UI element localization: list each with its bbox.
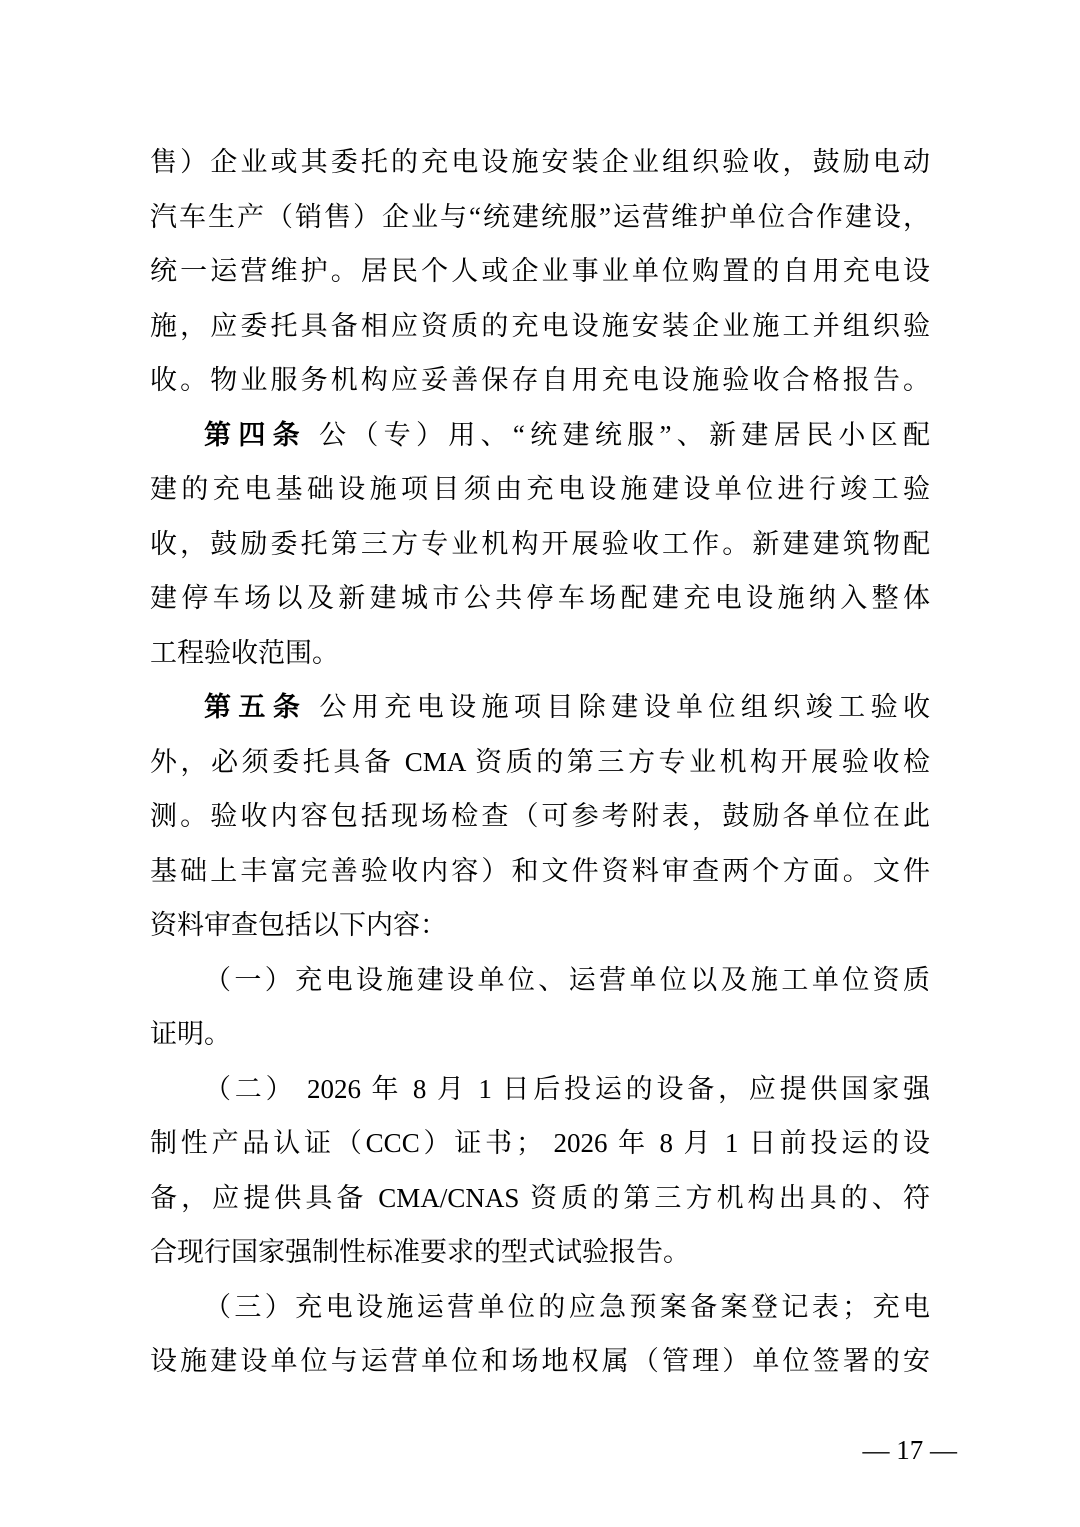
text-line <box>150 135 930 190</box>
line-text: 施，应委托具备相应资质的充电设施安装企业施工并组织验 <box>150 310 930 341</box>
text-line <box>150 789 930 844</box>
text-line <box>150 1280 930 1335</box>
article-4-heading: 第四条 <box>204 419 307 450</box>
line-text: （三）充电设施运营单位的应急预案备案登记表；充电 <box>204 1291 930 1322</box>
line-text: 资料审查包括以下内容： <box>150 910 447 940</box>
text-line <box>150 1334 930 1389</box>
line-text: 设施建设单位与运营单位和场地权属（管理）单位签署的安 <box>150 1346 930 1376</box>
text-line <box>150 1116 930 1171</box>
text-line <box>150 408 930 463</box>
line-text: 收，鼓励委托第三方专业机构开展验收工作。新建建筑物配 <box>150 528 930 559</box>
line-text: 公用充电设施项目除建设单位组织竣工验收 <box>307 692 930 722</box>
text-line <box>150 953 930 1008</box>
text-line <box>150 571 930 626</box>
text-line <box>150 462 930 517</box>
line-text: 基础上丰富完善验收内容）和文件资料审查两个方面。文件 <box>150 855 930 886</box>
line-text: 统一运营维护。居民个人或企业事业单位购置的自用充电设 <box>150 256 930 286</box>
text-line <box>150 1007 930 1062</box>
line-text: 工程验收范围。 <box>150 637 339 668</box>
line-text: 公（专）用、“统建统服”、新建居民小区配 <box>306 419 930 450</box>
text-line <box>150 1171 930 1226</box>
text-line <box>150 844 930 899</box>
line-text: （二） 2026 年 8 月 1 日后投运的设备，应提供国家强 <box>204 1073 930 1104</box>
line-text: 建停车场以及新建城市公共停车场配建充电设施纳入整体 <box>150 583 930 613</box>
line-text: 汽车生产（销售）企业与“统建统服”运营维护单位合作建设， <box>150 201 930 232</box>
line-text: 外，必须委托具备 CMA 资质的第三方专业机构开展验收检 <box>150 746 930 777</box>
text-line <box>150 353 930 408</box>
line-text: 收。物业服务机构应妥善保存自用充电设施验收合格报告。 <box>150 365 930 395</box>
text-block <box>150 135 930 1389</box>
line-text: 测。验收内容包括现场检查（可参考附表，鼓励各单位在此 <box>150 801 930 831</box>
line-text: 证明。 <box>150 1019 231 1049</box>
text-line <box>150 1062 930 1117</box>
article-5-heading: 第五条 <box>204 692 308 722</box>
line-text: 制性产品认证（CCC）证书； 2026 年 8 月 1 日前投运的设 <box>150 1128 930 1158</box>
text-line <box>150 898 930 953</box>
line-text: 备，应提供具备 CMA/CNAS 资质的第三方机构出具的、符 <box>150 1182 930 1213</box>
line-text: 建的充电基础设施项目须由充电设施建设单位进行竣工验 <box>150 474 930 504</box>
text-line <box>150 1225 930 1280</box>
text-line <box>150 299 930 354</box>
line-text: 售）企业或其委托的充电设施安装企业组织验收，鼓励电动 <box>150 147 930 177</box>
line-text: （一）充电设施建设单位、运营单位以及施工单位资质 <box>204 964 930 995</box>
text-line <box>150 735 930 790</box>
text-line <box>150 190 930 245</box>
text-line <box>150 244 930 299</box>
text-line <box>150 626 930 681</box>
text-line <box>150 517 930 572</box>
page-number: — 17 — <box>862 1435 957 1465</box>
line-text: 合现行国家强制性标准要求的型式试验报告。 <box>150 1237 690 1267</box>
text-line <box>150 680 930 735</box>
